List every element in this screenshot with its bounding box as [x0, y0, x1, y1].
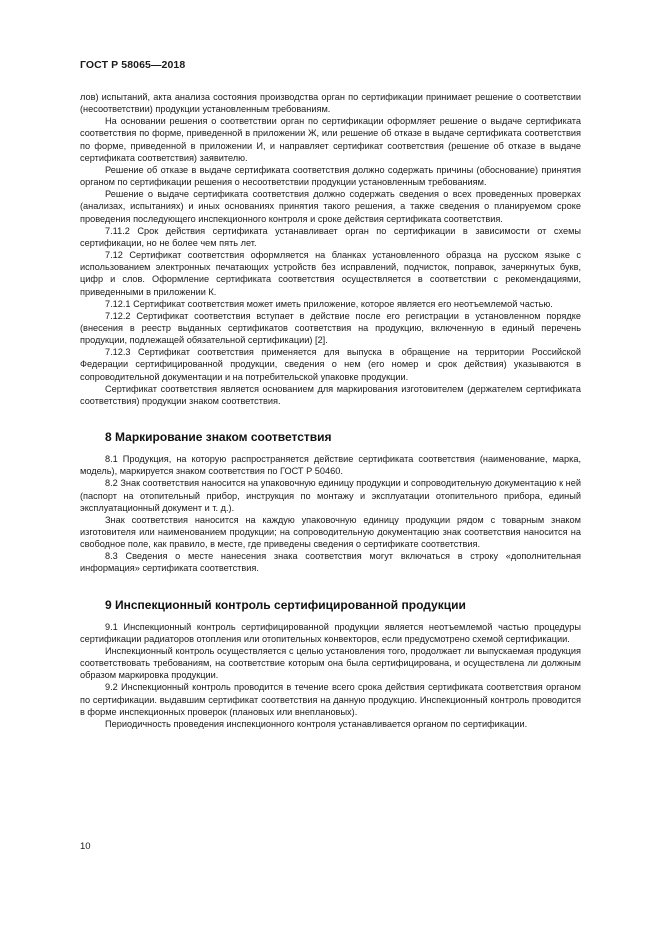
paragraph-clause-7-12-3: 7.12.3 Сертификат соответствия применяется для выпуска в обращение на территории Российской Федерации сертифицированной продукции, сведения о нем (его номер и срок действия) указываются в сопроводительной документации и на потребительской упаковке продукции. [80, 347, 581, 382]
paragraph-clause-8-3: 8.3 Сведения о месте нанесения знака соответствия могут включаться в строку «дополнительная информация» сертификата соответствия. [80, 551, 581, 574]
paragraph-continuation: лов) испытаний, акта анализа состояния производства орган по сертификации принимает решение о соответствии (несоответствии) продукции установленным требованиям. [80, 92, 581, 115]
paragraph: Решение о выдаче сертификата соответствия должно содержать сведения о всех проведенных проверках (анализах, испытаниях) и иных основаниях принятия такого решения, а также сведения о планируемом сроке проведения последующего инспекционного контроля и сроке действия сертификата соответствия. [80, 189, 581, 224]
paragraph: Инспекционный контроль осуществляется с целью установления того, продолжает ли выпускаемая продукция соответствовать требованиям, на соответствие которым она была сертифицирована, и осуществлена ли должным образом маркировка продукции. [80, 645, 581, 681]
paragraph: Знак соответствия наносится на каждую упаковочную единицу продукции рядом с товарным знаком изготовителя или наименованием продукции; на сопроводительную документацию знак соответствия наносится на свободное поле, как правило, в месте, где приведены сведения о сертификате соответствия. [80, 514, 581, 550]
paragraph-clause-7-12-1: 7.12.1 Сертификат соответствия может иметь приложение, которое является его неотъемлемой частью. [105, 298, 553, 309]
document-body [80, 91, 581, 730]
paragraph-clause-9-2: 9.2 Инспекционный контроль проводится в течение всего срока действия сертификата соответствия органом по сертификации. выдавшим сертификат соответствия на данную продукцию. Инспекционный контроль проводится в форме инспекционных проверок (плановых или внеплановых). [80, 682, 581, 717]
paragraph: Сертификат соответствия является основанием для маркирования изготовителем (держателем сертификата соответствия) продукции знаком соответствия. [80, 383, 581, 406]
paragraph-clause-7-12: 7.12 Сертификат соответствия оформляется на бланках установленного образца на русском языке с использованием электронных печатающих устройств без исправлений, подчисток, поправок, зачеркнутых букв, цифр и слов. Оформление сертификата соответствия осуществляется в соответствии с рекомендациями, приведенными в приложении К. [80, 250, 581, 297]
document-header-id: ГОСТ Р 58065—2018 [80, 59, 186, 71]
paragraph: Периодичность проведения инспекционного контроля устанавливается органом по сертификации. [105, 718, 528, 729]
paragraph-clause-7-12-2: 7.12.2 Сертификат соответствия вступает в действие после его регистрации в установленном порядке (внесения в реестр выданных сертификатов соответствия на продукцию, включенную в единый перечень продукции, подлежащей обязательной сертификации) [2]. [80, 310, 581, 346]
paragraph-clause-8-1: 8.1 Продукция, на которую распространяется действие сертификата соответствия (наименование, марка, модель), маркируется знаком соответствия по ГОСТ Р 50460. [80, 454, 581, 477]
paragraph: На основании решения о соответствии орган по сертификации оформляет решение о выдаче сертификата соответствия по форме, приведенной в приложении Ж, или решение об отказе в выдаче сертификата соответствия по форме, приведенной в приложении И, и направляет сертификат соответствия (решение об отказе в выдаче сертификата соответствия) заявителю. [80, 116, 581, 163]
section-9-heading: 9 Инспекционный контроль сертифицированной продукции [105, 597, 466, 612]
page-number: 10 [80, 841, 91, 852]
paragraph-clause-9-1: 9.1 Инспекционный контроль сертифицированной продукции является неотъемлемой частью процедуры сертификации радиаторов отопления или отопительных конвекторов, если предусмотрено схемой сертификации. [80, 621, 581, 644]
paragraph-clause-7-11-2: 7.11.2 Срок действия сертификата устанавливает орган по сертификации в зависимости от схемы сертификации, но не более чем пять лет. [80, 225, 581, 248]
paragraph-clause-8-2: 8.2 Знак соответствия наносится на упаковочную единицу продукции и сопроводительную документацию к ней (паспорт на отопительный прибор, инструкция по монтажу и эксплуатации отопительного прибора, единый эксплуатационный документ и т. д.). [80, 478, 581, 513]
paragraph: Решение об отказе в выдаче сертификата соответствия должно содержать причины (обоснование) принятия органом по сертификации решения о несоответствии продукции установленным требованиям. [80, 164, 581, 188]
section-8-heading: 8 Маркирование знаком соответствия [105, 430, 332, 445]
